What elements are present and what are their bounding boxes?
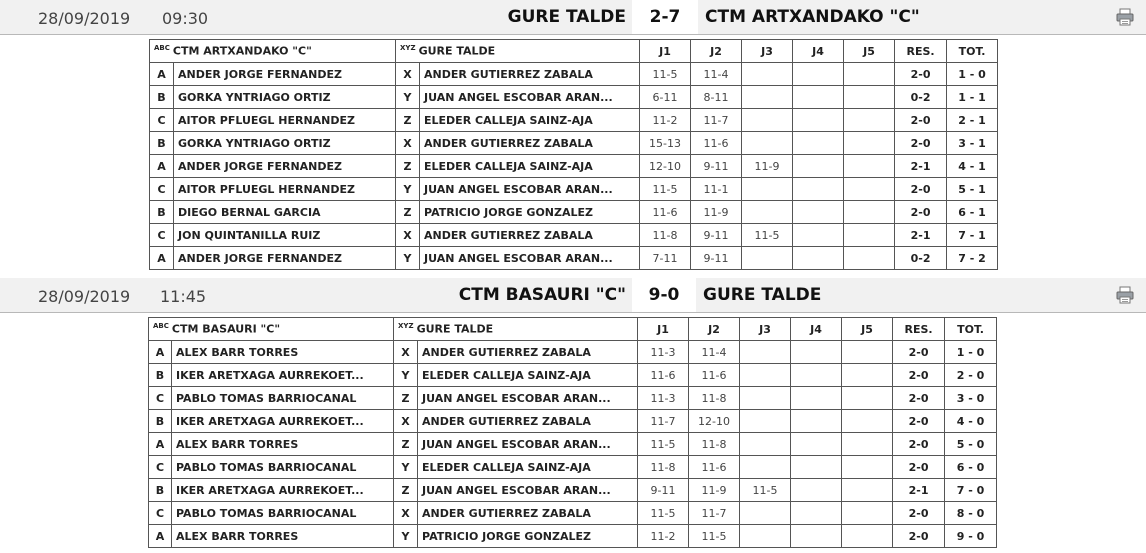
table-row: [150, 201, 998, 224]
left-team-header: [149, 318, 394, 341]
games-table: [149, 39, 998, 270]
set-score-j5: [842, 341, 893, 364]
set-score-j5: [842, 479, 893, 502]
home-player-name: AITOR PFLUEGL HERNANDEZ: [174, 178, 396, 201]
set-score-j1: 12-10: [640, 155, 691, 178]
set-score-j5: [842, 502, 893, 525]
set-score-j4: [791, 387, 842, 410]
away-player-name: ANDER GUTIERREZ ZABALA: [418, 502, 638, 525]
set-score-j3: [742, 247, 793, 270]
col-j4: J4: [791, 318, 842, 341]
away-player-slot: X: [396, 63, 420, 86]
running-total: 5 - 0: [945, 433, 997, 456]
set-score-j5: [844, 247, 895, 270]
match-score: 2-7: [632, 0, 698, 34]
home-player-slot: B: [150, 201, 174, 224]
away-player-slot: Y: [396, 178, 420, 201]
set-score-j3: [740, 410, 791, 433]
left-team-label: CTM BASAURI "C": [171, 322, 281, 336]
game-result: 2-0: [895, 63, 947, 86]
set-score-j3: [740, 341, 791, 364]
set-score-j1: 11-6: [640, 201, 691, 224]
game-result: 2-0: [893, 364, 945, 387]
away-player-name: JUAN ANGEL ESCOBAR ARAN...: [418, 479, 638, 502]
away-player-slot: X: [394, 410, 418, 433]
running-total: 2 - 1: [947, 109, 998, 132]
away-player-slot: Y: [396, 247, 420, 270]
set-score-j5: [842, 525, 893, 548]
away-player-slot: Z: [396, 201, 420, 224]
home-player-name: DIEGO BERNAL GARCIA: [174, 201, 396, 224]
away-player-name: ANDER GUTIERREZ ZABALA: [418, 410, 638, 433]
right-tag: XYZ: [400, 44, 416, 53]
set-score-j5: [842, 456, 893, 479]
set-score-j2: 9-11: [691, 247, 742, 270]
table-row: [149, 364, 997, 387]
running-total: 4 - 0: [945, 410, 997, 433]
set-score-j1: 11-5: [638, 433, 689, 456]
home-player-name: ALEX BARR TORRES: [172, 525, 394, 548]
set-score-j3: 11-9: [742, 155, 793, 178]
table-row: [150, 109, 998, 132]
running-total: 3 - 1: [947, 132, 998, 155]
game-result: 2-1: [893, 479, 945, 502]
set-score-j5: [844, 178, 895, 201]
col-j5: J5: [844, 40, 895, 63]
away-player-slot: X: [396, 224, 420, 247]
running-total: 1 - 1: [947, 86, 998, 109]
away-player-name: ELEDER CALLEJA SAINZ-AJA: [420, 109, 640, 132]
home-player-name: ANDER JORGE FERNANDEZ: [174, 155, 396, 178]
home-player-slot: A: [149, 341, 172, 364]
game-result: 2-0: [895, 201, 947, 224]
away-player-name: ANDER GUTIERREZ ZABALA: [420, 132, 640, 155]
set-score-j5: [844, 63, 895, 86]
table-row: [150, 178, 998, 201]
set-score-j4: [793, 224, 844, 247]
home-player-name: ANDER JORGE FERNANDEZ: [174, 247, 396, 270]
set-score-j1: 11-5: [640, 63, 691, 86]
away-player-slot: Z: [394, 479, 418, 502]
set-score-j5: [844, 109, 895, 132]
table-row: [149, 502, 997, 525]
match-date: 28/09/2019: [38, 287, 131, 306]
set-score-j4: [793, 109, 844, 132]
away-player-name: ANDER GUTIERREZ ZABALA: [418, 341, 638, 364]
away-player-name: PATRICIO JORGE GONZALEZ: [418, 525, 638, 548]
table-header-row: [149, 318, 997, 341]
set-score-j4: [793, 132, 844, 155]
home-player-name: PABLO TOMAS BARRIOCANAL: [172, 502, 394, 525]
running-total: 3 - 0: [945, 387, 997, 410]
table-row: [150, 86, 998, 109]
home-player-name: IKER ARETXAGA AURREKOET...: [172, 364, 394, 387]
col-tot: TOT.: [945, 318, 997, 341]
set-score-j4: [791, 341, 842, 364]
left-tag: ABC: [154, 44, 170, 53]
set-score-j3: [740, 502, 791, 525]
table-row: [149, 410, 997, 433]
set-score-j5: [844, 86, 895, 109]
set-score-j1: 11-2: [640, 109, 691, 132]
left-tag: ABC: [153, 322, 169, 331]
running-total: 9 - 0: [945, 525, 997, 548]
home-player-name: ANDER JORGE FERNANDEZ: [174, 63, 396, 86]
home-player-name: AITOR PFLUEGL HERNANDEZ: [174, 109, 396, 132]
game-result: 2-1: [895, 155, 947, 178]
home-player-name: IKER ARETXAGA AURREKOET...: [172, 410, 394, 433]
set-score-j4: [793, 86, 844, 109]
set-score-j5: [844, 155, 895, 178]
set-score-j3: [740, 525, 791, 548]
away-player-name: ANDER GUTIERREZ ZABALA: [420, 224, 640, 247]
set-score-j3: [742, 63, 793, 86]
away-player-slot: Y: [396, 86, 420, 109]
printer-icon[interactable]: [1116, 286, 1134, 304]
set-score-j4: [793, 201, 844, 224]
match-time: 09:30: [162, 9, 209, 28]
col-j2: J2: [691, 40, 742, 63]
game-result: 0-2: [895, 247, 947, 270]
set-score-j2: 11-7: [691, 109, 742, 132]
away-player-name: ELEDER CALLEJA SAINZ-AJA: [418, 364, 638, 387]
set-score-j5: [844, 201, 895, 224]
game-result: 2-0: [893, 387, 945, 410]
set-score-j2: 11-6: [689, 456, 740, 479]
set-score-j2: 11-6: [689, 364, 740, 387]
set-score-j1: 11-7: [638, 410, 689, 433]
home-player-slot: B: [149, 364, 172, 387]
set-score-j3: [742, 201, 793, 224]
set-score-j2: 11-8: [689, 387, 740, 410]
match-header: [0, 0, 1146, 35]
running-total: 6 - 0: [945, 456, 997, 479]
set-score-j4: [791, 410, 842, 433]
right-team-header: [394, 318, 638, 341]
running-total: 1 - 0: [947, 63, 998, 86]
set-score-j4: [791, 364, 842, 387]
set-score-j2: 11-7: [689, 502, 740, 525]
col-res: RES.: [895, 40, 947, 63]
game-result: 2-0: [893, 433, 945, 456]
home-player-name: ALEX BARR TORRES: [172, 433, 394, 456]
set-score-j2: 8-11: [691, 86, 742, 109]
set-score-j2: 11-8: [689, 433, 740, 456]
set-score-j1: 11-3: [638, 341, 689, 364]
home-player-slot: C: [150, 178, 174, 201]
printer-icon[interactable]: [1116, 8, 1134, 26]
away-player-name: ANDER GUTIERREZ ZABALA: [420, 63, 640, 86]
home-player-slot: A: [149, 433, 172, 456]
game-result: 2-0: [893, 502, 945, 525]
table-row: [150, 224, 998, 247]
table-row: [150, 247, 998, 270]
table-row: [149, 341, 997, 364]
home-player-name: GORKA YNTRIAGO ORTIZ: [174, 132, 396, 155]
home-player-name: PABLO TOMAS BARRIOCANAL: [172, 456, 394, 479]
home-team-name: CTM BASAURI "C": [458, 285, 626, 305]
set-score-j4: [791, 479, 842, 502]
game-result: 2-0: [893, 341, 945, 364]
home-player-name: PABLO TOMAS BARRIOCANAL: [172, 387, 394, 410]
home-player-name: IKER ARETXAGA AURREKOET...: [172, 479, 394, 502]
set-score-j1: 15-13: [640, 132, 691, 155]
col-j3: J3: [740, 318, 791, 341]
set-score-j2: 9-11: [691, 224, 742, 247]
running-total: 2 - 0: [945, 364, 997, 387]
home-player-name: ALEX BARR TORRES: [172, 341, 394, 364]
away-player-slot: Y: [394, 364, 418, 387]
game-result: 2-0: [893, 525, 945, 548]
away-player-name: JUAN ANGEL ESCOBAR ARAN...: [420, 247, 640, 270]
running-total: 1 - 0: [945, 341, 997, 364]
match-date: 28/09/2019: [38, 9, 131, 28]
set-score-j5: [842, 387, 893, 410]
home-team-name: GURE TALDE: [507, 7, 626, 27]
running-total: 6 - 1: [947, 201, 998, 224]
set-score-j1: 11-5: [640, 178, 691, 201]
away-player-slot: X: [394, 341, 418, 364]
away-team-name: CTM ARTXANDAKO "C": [705, 7, 920, 27]
set-score-j3: [742, 86, 793, 109]
set-score-j4: [793, 178, 844, 201]
left-team-label: CTM ARTXANDAKO "C": [172, 44, 312, 58]
set-score-j3: [740, 387, 791, 410]
game-result: 2-0: [895, 132, 947, 155]
set-score-j2: 11-9: [689, 479, 740, 502]
table-header-row: [150, 40, 998, 63]
table-row: [149, 387, 997, 410]
set-score-j5: [844, 224, 895, 247]
away-player-slot: Z: [396, 109, 420, 132]
table-row: [149, 433, 997, 456]
table-row: [150, 132, 998, 155]
set-score-j2: 12-10: [689, 410, 740, 433]
table-row: [149, 479, 997, 502]
set-score-j5: [842, 410, 893, 433]
home-player-name: GORKA YNTRIAGO ORTIZ: [174, 86, 396, 109]
away-player-slot: X: [394, 502, 418, 525]
set-score-j2: 11-9: [691, 201, 742, 224]
set-score-j2: 11-1: [691, 178, 742, 201]
set-score-j1: 7-11: [640, 247, 691, 270]
set-score-j4: [791, 502, 842, 525]
away-player-name: JUAN ANGEL ESCOBAR ARAN...: [418, 433, 638, 456]
set-score-j3: 11-5: [740, 479, 791, 502]
set-score-j4: [791, 433, 842, 456]
away-player-slot: Y: [394, 525, 418, 548]
col-j3: J3: [742, 40, 793, 63]
table-row: [149, 456, 997, 479]
set-score-j5: [844, 132, 895, 155]
home-player-slot: C: [150, 109, 174, 132]
set-score-j5: [842, 364, 893, 387]
set-score-j1: 11-8: [638, 456, 689, 479]
col-j5: J5: [842, 318, 893, 341]
home-player-slot: B: [150, 86, 174, 109]
home-player-slot: A: [150, 247, 174, 270]
set-score-j3: [742, 178, 793, 201]
home-player-slot: B: [150, 132, 174, 155]
set-score-j4: [793, 63, 844, 86]
set-score-j4: [793, 247, 844, 270]
set-score-j2: 11-5: [689, 525, 740, 548]
match-time: 11:45: [160, 287, 207, 306]
away-player-slot: Z: [396, 155, 420, 178]
away-team-name: GURE TALDE: [703, 285, 822, 305]
game-result: 2-0: [893, 410, 945, 433]
set-score-j3: [740, 456, 791, 479]
set-score-j1: 9-11: [638, 479, 689, 502]
away-player-slot: Z: [394, 387, 418, 410]
set-score-j4: [793, 155, 844, 178]
away-player-name: JUAN ANGEL ESCOBAR ARAN...: [418, 387, 638, 410]
set-score-j2: 11-6: [691, 132, 742, 155]
running-total: 7 - 0: [945, 479, 997, 502]
away-player-name: ELEDER CALLEJA SAINZ-AJA: [418, 456, 638, 479]
home-player-slot: C: [149, 387, 172, 410]
set-score-j3: 11-5: [742, 224, 793, 247]
set-score-j3: [740, 433, 791, 456]
set-score-j1: 11-2: [638, 525, 689, 548]
away-player-slot: X: [396, 132, 420, 155]
game-result: 2-0: [893, 456, 945, 479]
match-score: 9-0: [632, 278, 696, 312]
col-j4: J4: [793, 40, 844, 63]
away-player-name: JUAN ANGEL ESCOBAR ARAN...: [420, 86, 640, 109]
home-player-name: JON QUINTANILLA RUIZ: [174, 224, 396, 247]
home-player-slot: C: [150, 224, 174, 247]
away-player-name: JUAN ANGEL ESCOBAR ARAN...: [420, 178, 640, 201]
set-score-j2: 11-4: [689, 341, 740, 364]
game-result: 0-2: [895, 86, 947, 109]
table-row: [150, 63, 998, 86]
running-total: 5 - 1: [947, 178, 998, 201]
set-score-j1: 11-6: [638, 364, 689, 387]
set-score-j2: 11-4: [691, 63, 742, 86]
set-score-j3: [742, 132, 793, 155]
home-player-slot: A: [150, 155, 174, 178]
home-player-slot: A: [150, 63, 174, 86]
col-j2: J2: [689, 318, 740, 341]
right-team-label: GURE TALDE: [416, 322, 494, 336]
table-row: [149, 525, 997, 548]
away-player-name: PATRICIO JORGE GONZALEZ: [420, 201, 640, 224]
set-score-j3: [740, 364, 791, 387]
set-score-j1: 11-3: [638, 387, 689, 410]
col-j1: J1: [640, 40, 691, 63]
table-row: [150, 155, 998, 178]
home-player-slot: A: [149, 525, 172, 548]
set-score-j4: [791, 525, 842, 548]
left-team-header: [150, 40, 396, 63]
set-score-j1: 6-11: [640, 86, 691, 109]
running-total: 4 - 1: [947, 155, 998, 178]
col-tot: TOT.: [947, 40, 998, 63]
right-team-header: [396, 40, 640, 63]
running-total: 7 - 1: [947, 224, 998, 247]
away-player-slot: Y: [394, 456, 418, 479]
away-player-name: ELEDER CALLEJA SAINZ-AJA: [420, 155, 640, 178]
games-table: [148, 317, 997, 548]
home-player-slot: B: [149, 479, 172, 502]
match-header: [0, 278, 1146, 313]
home-player-slot: C: [149, 456, 172, 479]
set-score-j5: [842, 433, 893, 456]
set-score-j2: 9-11: [691, 155, 742, 178]
col-j1: J1: [638, 318, 689, 341]
col-res: RES.: [893, 318, 945, 341]
set-score-j4: [791, 456, 842, 479]
game-result: 2-0: [895, 109, 947, 132]
home-player-slot: C: [149, 502, 172, 525]
game-result: 2-1: [895, 224, 947, 247]
set-score-j1: 11-5: [638, 502, 689, 525]
game-result: 2-0: [895, 178, 947, 201]
set-score-j1: 11-8: [640, 224, 691, 247]
running-total: 8 - 0: [945, 502, 997, 525]
right-tag: XYZ: [398, 322, 414, 331]
running-total: 7 - 2: [947, 247, 998, 270]
away-player-slot: Z: [394, 433, 418, 456]
right-team-label: GURE TALDE: [418, 44, 496, 58]
set-score-j3: [742, 109, 793, 132]
home-player-slot: B: [149, 410, 172, 433]
